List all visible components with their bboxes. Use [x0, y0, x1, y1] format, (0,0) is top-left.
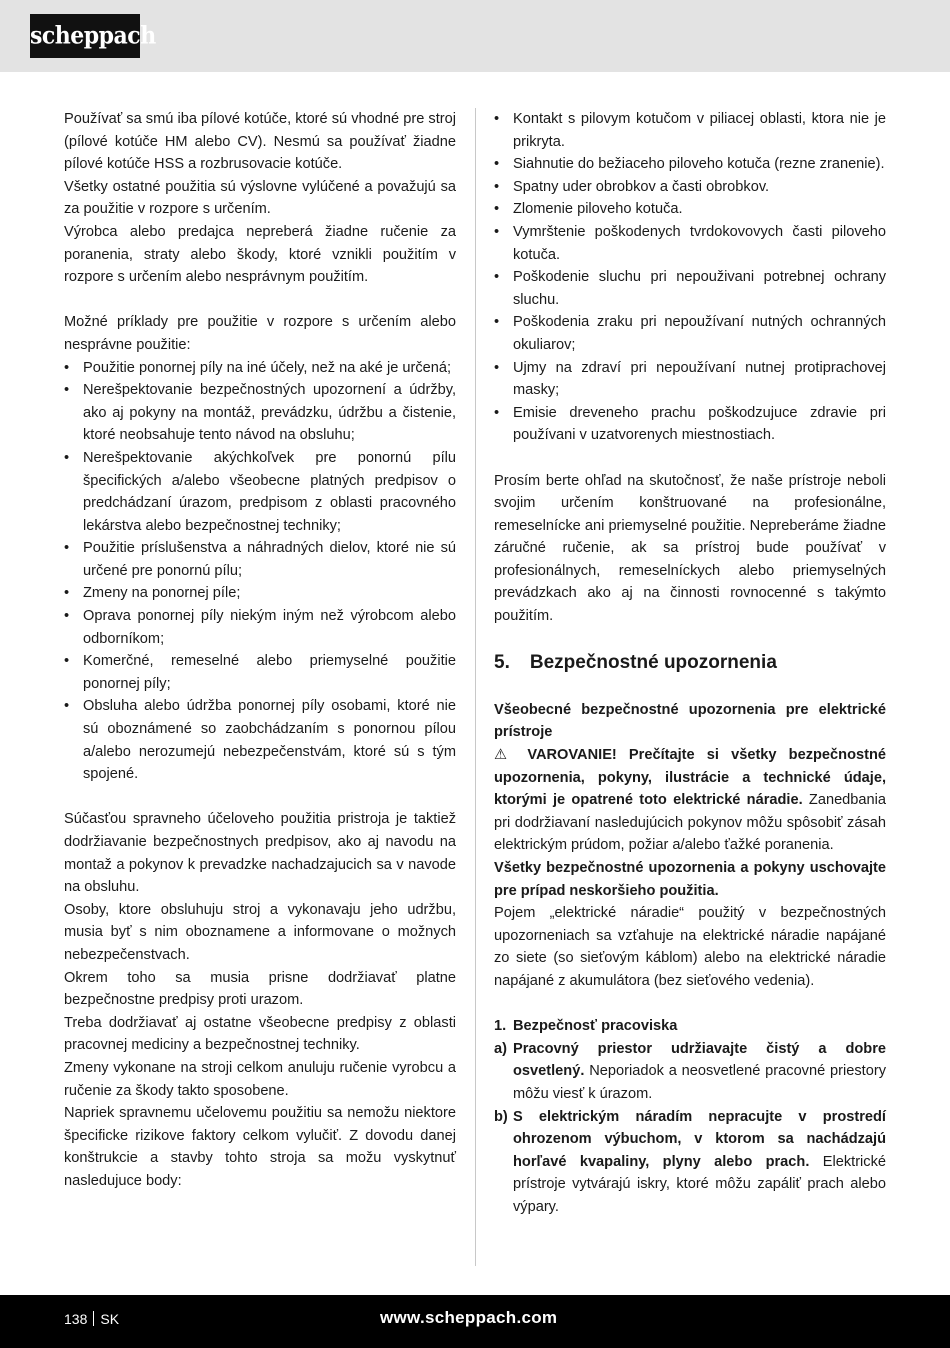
list-item: • Ujmy na zdraví pri nepoužívaní nutnej protiprachovej masky;: [494, 359, 886, 399]
paragraph: Výrobca alebo predajca nepreberá žiadne ručenie za poranenia, straty alebo škody, ktoré vznikli použitím v rozpore s určením alebo nesprávnym použitím.: [64, 223, 456, 286]
list-heading: 1. Bezpečnosť pracoviska: [494, 1018, 678, 1035]
list-item: a) Pracovný priestor udržiavajte čistý a dobre osvetlený. Neporiadok a neosvetlené pracovné priestory môžu viesť k úrazom.: [494, 1040, 887, 1102]
paragraph: Treba dodržiavať aj ostatne všeobecne predpisy z oblasti pracovnej mediciny a bezpečnostnej techniky.: [64, 1014, 456, 1054]
paragraph: Prosím berte ohľad na skutočnosť, že naše prístroje neboli svojim určením konštruované na profesionálne, remeselnícke ani priemyselné použitie. Nepreberáme žiadne záručné ručenie, ak sa prístroj bude používať v profesionálnych, remeselníckych alebo priemyselných prevádzkach ako aj na činnosti rovnocenné s takýmto použitím.: [494, 472, 886, 625]
left-column: [64, 108, 456, 1193]
paragraph: Súčasťou spravneho účeloveho použitia pristroja je taktiež dodržiavanie bezpečnostnych predpisov, ako aj navodu na montaž a pokynov k prevadzke nachadzajucich sa v navode na obsluhu.: [64, 811, 456, 896]
paragraph: Pojem „elektrické náradie“ použitý v bezpečnostných upozorneniach sa vzťahuje na elektrické náradie napájané zo siete (so sieťovým káblom) alebo na elektrické náradie napájané z akumulátora (bez sieťového vedenia).: [494, 905, 886, 989]
sub-heading: Všeobecné bezpečnostné upozornenia pre elektrické prístroje: [494, 701, 886, 741]
paragraph: Používať sa smú iba pílové kotúče, ktoré sú vhodné pre stroj (pílové kotúče HM alebo CV). Nesmú sa používať žiadne pílové kotúče HSS a rozbrusovacie kotúče.: [64, 111, 456, 173]
list-item: • Vymrštenie poškodenych tvrdokovovych časti piloveho kotuča.: [494, 223, 886, 263]
paragraph: Všetky ostatné použitia sú výslovne vylúčené a považujú sa za použitie v rozpore s určením.: [64, 178, 456, 218]
list-item: • Oprava ponornej píly niekým iným než výrobcom alebo odborníkom;: [64, 608, 456, 647]
list-item: • Poškodenie sluchu pri nepouživani potrebnej ochrany sluchu.: [494, 269, 886, 308]
paragraph: Napriek spravnemu učelovemu použitiu sa nemožu niektore špecificke rizikove faktory celkom vylučiť. Z dovodu danej konštrukcie a stavby tohto stroja sa možu vyskytnuť nasledujuce body:: [64, 1105, 456, 1189]
list-item: • Emisie dreveneho prachu poškodzujuce zdravie pri používani v uzatvorenych miestnostiach.: [494, 404, 886, 444]
list-item: • Nerešpektovanie bezpečnostných upozornení a údržby, ako aj pokyny na montáž, prevádzku, údržbu a čistenie, ktoré neobsahuje tento návod na obsluhu;: [64, 382, 456, 444]
list-item: • Použitie príslušenstva a náhradných dielov, ktoré nie sú určené pre ponornú pílu;: [64, 540, 456, 579]
paragraph: Možné príklady pre použitie v rozpore s určením alebo nesprávne použitie:: [64, 314, 456, 353]
list-item: • Siahnutie do bežiaceho piloveho kotuča (rezne zranenie).: [494, 156, 885, 173]
paragraph: Zmeny vykonane na stroji celkom anuluju ručenie vyrobcu a ručenie za škody takto sposobene.: [64, 1059, 456, 1099]
scheppach-logo: scheppach: [30, 14, 140, 58]
website-link[interactable]: www.scheppach.com: [380, 1308, 558, 1327]
list-item: • Komerčné, remeselné alebo priemyselné použitie ponornej píly;: [64, 653, 456, 692]
list-item: • Zmeny na ponornej píle;: [64, 585, 241, 602]
page-header: [0, 0, 950, 72]
warning-paragraph: ⚠ VAROVANIE! Prečítajte si všetky bezpečnostné upozornenia, pokyny, ilustrácie a technické údaje, ktorými je opatrené toto elektrické náradie. Zanedbania pri dodržiavaní nasledujúcich pokynov môžu spôsobiť zásah elektrickým prúdom, požiar a/alebo ťažké poranenia.: [494, 747, 887, 854]
page-number: 138 SK: [64, 1311, 120, 1327]
list-item: • Obsluha alebo údržba ponornej píly osobami, ktoré nie sú oboznámené so zaobchádzaním s ponornou pílou a/alebo nerozumejú nebezpečenstvám, ktoré sú s tým spojené.: [64, 698, 456, 783]
misuse-list: [64, 357, 456, 786]
list-item: • Nerešpektovanie akýchkoľvek pre ponornú pílu špecifických a/alebo všeobecne platných predpisov o predchádzaní úrazom, predpisom z oblasti pracovného lekárstva alebo bezpečnostnej techniky;: [64, 449, 456, 534]
list-item: • Použitie ponornej píly na iné účely, než na aké je určená;: [64, 359, 452, 376]
section-number: 5.: [494, 652, 510, 674]
column-divider: [475, 108, 476, 1266]
list-item: b) S elektrickým náradím nepracujte v prostredí ohrozenom výbuchom, v ktorom sa nachádzajú horľavé kvapaliny, plyny alebo prach. Elektrické prístroje vytvárajú iskry, ktoré môžu zapáliť prach alebo výpary.: [494, 1108, 887, 1215]
right-column: [494, 108, 886, 1219]
list-item: • Spatny uder obrobkov a časti obrobkov.: [494, 178, 770, 195]
warning-icon: ⚠: [494, 747, 516, 764]
section-title: Bezpečnostné upozornenia: [529, 652, 777, 674]
paragraph: Okrem toho sa musia prisne dodržiavať platne bezpečnostne predpisy proti urazom.: [64, 969, 456, 1009]
keep-instructions: Všetky bezpečnostné upozornenia a pokyny uschovajte pre prípad neskoršieho použitia.: [494, 860, 886, 899]
section-heading: [494, 650, 886, 676]
risk-list: [494, 108, 886, 447]
page-footer: [0, 1295, 950, 1348]
list-item: • Zlomenie piloveho kotuča.: [494, 201, 683, 218]
safety-list: [494, 1015, 886, 1218]
list-item: • Poškodenia zraku pri nepoužívaní nutných ochranných okuliarov;: [494, 314, 886, 353]
paragraph: Osoby, ktore obsluhuju stroj a vykonavaju jeho udržbu, musia byť s nim oboznamene a informovane o možnych nebezpečenstvach.: [64, 901, 456, 963]
list-item: • Kontakt s pilovym kotučom v piliacej oblasti, ktora nie je prikryta.: [494, 111, 886, 150]
